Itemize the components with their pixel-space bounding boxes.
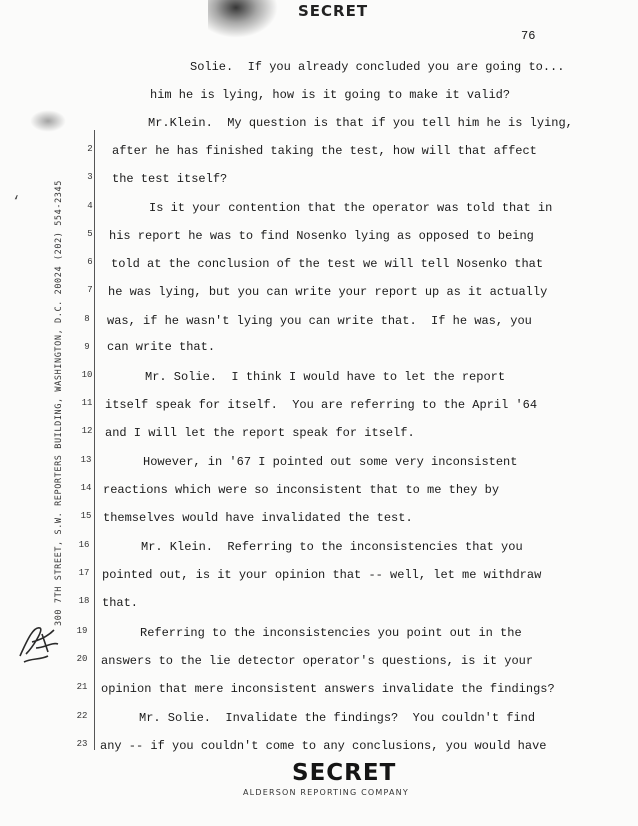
line-number: 12 [81,426,93,436]
line-number: 18 [78,596,90,606]
transcript-line: Mr.Klein. My question is that if you tell him he is lying, [148,116,573,130]
scan-smudge [208,0,278,38]
line-number: 3 [87,172,93,182]
handwritten-initials-icon [14,618,64,668]
line-number: 14 [80,483,92,493]
transcript-line: he was lying, but you can write your report up as it actually [108,285,548,299]
transcript-line: and I will let the report speak for itself. [105,426,415,440]
transcript-line: However, in '67 I pointed out some very inconsistent [143,455,518,469]
transcript-line: Mr. Solie. I think I would have to let the report [145,370,506,384]
margin-rule [94,130,95,750]
line-number: 5 [87,229,93,239]
line-number: 15 [80,511,92,521]
line-number: 11 [81,398,93,408]
transcript-line: Mr. Solie. Invalidate the findings? You couldn't find [139,711,536,725]
transcript-line: answers to the lie detector operator's questions, is it your [101,654,534,668]
line-number: 21 [76,682,88,692]
transcript-line: themselves would have invalidated the test. [103,511,413,525]
margin-stamp-mark [30,110,66,132]
transcript-line: was, if he wasn't lying you can write that. If he was, you [107,314,532,328]
reporter-address-vertical: 300 7TH STREET, S.W. REPORTERS BUILDING, WASHINGTON, D.C. 20024 (202) 554-2345 [54,180,64,626]
transcript-line: any -- if you couldn't come to any conclusions, you would have [100,739,547,753]
transcript-line: opinion that mere inconsistent answers invalidate the findings? [101,682,555,696]
line-number: 6 [87,257,93,267]
page-number: 76 [521,29,536,43]
footer-classification: SECRET [292,760,397,786]
line-number: 22 [76,711,88,721]
transcript-line: can write that. [107,340,216,354]
transcript-line: Is it your contention that the operator was told that in [149,201,553,215]
line-number: 8 [84,314,90,324]
transcript-line: his report he was to find Nosenko lying as opposed to being [109,229,534,243]
line-number: 16 [78,540,90,550]
line-number: 10 [81,370,93,380]
transcript-line: Referring to the inconsistencies you point out in the [140,626,522,640]
transcript-line: told at the conclusion of the test we will tell Nosenko that [111,257,544,271]
line-number: 19 [76,626,88,636]
line-number: 9 [84,342,90,352]
line-number: 7 [87,285,93,295]
header-classification: SECRET [298,2,369,20]
line-number: 13 [80,455,92,465]
transcript-line: the test itself? [112,172,228,186]
line-number: 2 [87,144,93,154]
margin-tick-mark: ‘ [12,194,21,210]
transcript-line: pointed out, is it your opinion that -- well, let me withdraw [102,568,542,582]
transcript-line: after he has finished taking the test, how will that affect [112,144,537,158]
line-number: 20 [76,654,88,664]
transcript-line: Mr. Klein. Referring to the inconsistencies that you [141,540,523,554]
transcript-line: reactions which were so inconsistent that to me they by [103,483,500,497]
transcript-line: that. [102,596,139,610]
transcript-line: itself speak for itself. You are referring to the April '64 [105,398,538,412]
line-number: 17 [78,568,90,578]
line-number: 23 [76,739,88,749]
line-number: 4 [87,201,93,211]
transcript-line: him he is lying, how is it going to make it valid? [150,88,511,102]
transcript-line: Solie. If you already concluded you are going to... [190,60,565,74]
reporting-company: ALDERSON REPORTING COMPANY [243,788,409,797]
